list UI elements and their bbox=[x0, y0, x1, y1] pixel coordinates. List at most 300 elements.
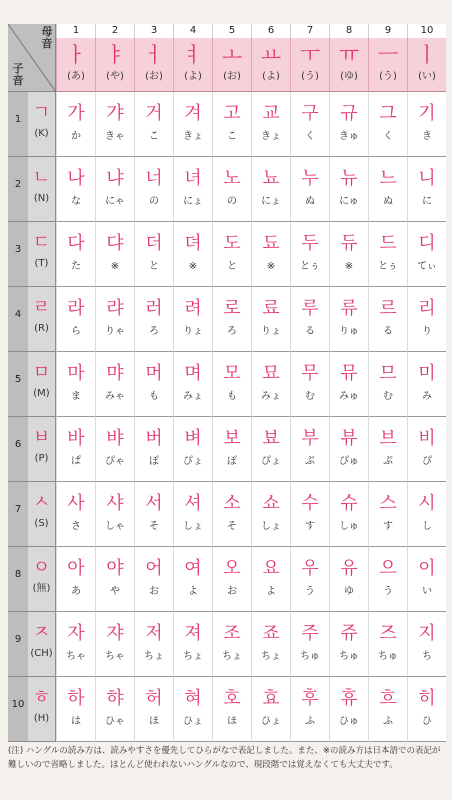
syllable-cell bbox=[368, 417, 407, 482]
syllable-cell bbox=[56, 287, 95, 352]
syllable-hangul: 고 bbox=[223, 103, 241, 124]
syllable-kana: い bbox=[422, 586, 432, 597]
syllable-kana: と bbox=[149, 261, 159, 272]
syllable-hangul: 요 bbox=[262, 558, 280, 579]
row-number-text: 7 bbox=[14, 504, 22, 515]
syllable-cell bbox=[134, 92, 173, 157]
syllable-cell bbox=[134, 157, 173, 222]
syllable-hangul: 나 bbox=[67, 168, 85, 189]
vowel-hangul: ㅜ bbox=[299, 43, 321, 67]
syllable-cell bbox=[407, 352, 446, 417]
syllable-cell bbox=[212, 287, 251, 352]
syllable-cell bbox=[134, 482, 173, 547]
syllable-hangul: 자 bbox=[67, 623, 85, 644]
syllable-kana: りょ bbox=[183, 326, 203, 337]
syllable-cell bbox=[407, 417, 446, 482]
column-number: 3 bbox=[134, 24, 173, 38]
syllable-kana: ろ bbox=[149, 326, 159, 337]
vowel-hangul: ㅗ bbox=[221, 43, 243, 67]
syllable-hangul: 바 bbox=[67, 428, 85, 449]
syllable-cell bbox=[290, 352, 329, 417]
syllable-cell bbox=[173, 482, 212, 547]
vowel-header-cell bbox=[251, 38, 290, 92]
syllable-kana: そ bbox=[149, 521, 159, 532]
syllable-cell bbox=[56, 417, 95, 482]
syllable-hangul: 조 bbox=[223, 623, 241, 644]
syllable-hangul: 지 bbox=[418, 623, 436, 644]
syllable-hangul: 즈 bbox=[379, 623, 397, 644]
syllable-hangul: 이 bbox=[418, 558, 436, 579]
syllable-kana: に bbox=[422, 196, 432, 207]
syllable-kana: ほ bbox=[149, 716, 159, 727]
syllable-hangul: 사 bbox=[67, 493, 85, 514]
syllable-hangul: 호 bbox=[223, 688, 241, 709]
syllable-kana: ま bbox=[71, 391, 81, 402]
syllable-hangul: 쇼 bbox=[262, 493, 280, 514]
syllable-cell bbox=[251, 547, 290, 612]
syllable-kana: ひゅ bbox=[339, 716, 359, 727]
syllable-cell bbox=[329, 352, 368, 417]
vowel-hangul: ㅛ bbox=[260, 43, 282, 67]
syllable-cell bbox=[173, 352, 212, 417]
vowel-hangul: ㅑ bbox=[104, 43, 126, 67]
syllable-kana: ら bbox=[71, 326, 81, 337]
syllable-hangul: 미 bbox=[418, 363, 436, 384]
row-number-text: 2 bbox=[14, 179, 22, 190]
syllable-cell bbox=[251, 222, 290, 287]
syllable-kana: か bbox=[71, 131, 81, 142]
syllable-kana: しゃ bbox=[105, 521, 125, 532]
vowel-header-cell bbox=[329, 38, 368, 92]
syllable-kana: とぅ bbox=[300, 261, 320, 272]
syllable-hangul: 녀 bbox=[184, 168, 202, 189]
syllable-kana: あ bbox=[71, 586, 81, 597]
syllable-kana: る bbox=[305, 326, 315, 337]
syllable-hangul: 부 bbox=[301, 428, 319, 449]
row-number-text: 5 bbox=[14, 374, 22, 385]
syllable-cell bbox=[290, 157, 329, 222]
syllable-kana: ※ bbox=[344, 261, 354, 272]
syllable-kana: お bbox=[227, 586, 237, 597]
syllable-kana: の bbox=[149, 196, 159, 207]
vowel-header-cell bbox=[368, 38, 407, 92]
syllable-hangul: 하 bbox=[67, 688, 85, 709]
syllable-kana: と bbox=[227, 261, 237, 272]
syllable-kana: きょ bbox=[261, 131, 281, 142]
syllable-cell bbox=[329, 547, 368, 612]
syllable-hangul: 디 bbox=[418, 233, 436, 254]
syllable-cell bbox=[212, 677, 251, 742]
row-number bbox=[8, 417, 28, 482]
consonant-axis-label: 子音 bbox=[12, 62, 24, 87]
syllable-hangul: 누 bbox=[301, 168, 319, 189]
vowel-hangul: ㅕ bbox=[182, 43, 204, 67]
consonant-header-cell bbox=[28, 482, 56, 547]
syllable-kana: ちゅ bbox=[300, 651, 320, 662]
syllable-cell bbox=[173, 287, 212, 352]
syllable-hangul: 혀 bbox=[184, 688, 202, 709]
syllable-hangul: 흐 bbox=[379, 688, 397, 709]
syllable-cell bbox=[290, 417, 329, 482]
vowel-hangul: ㅓ bbox=[143, 43, 165, 67]
syllable-cell bbox=[329, 92, 368, 157]
syllable-hangul: 슈 bbox=[340, 493, 358, 514]
syllable-hangul: 교 bbox=[262, 103, 280, 124]
syllable-cell bbox=[212, 547, 251, 612]
consonant-header-cell bbox=[28, 417, 56, 482]
syllable-cell bbox=[134, 352, 173, 417]
syllable-cell bbox=[407, 92, 446, 157]
vowel-kana: (や) bbox=[106, 71, 124, 82]
column-number: 1 bbox=[56, 24, 95, 38]
syllable-kana: とぅ bbox=[378, 261, 398, 272]
syllable-cell bbox=[251, 612, 290, 677]
consonant-roman: (P) bbox=[34, 453, 49, 464]
syllable-hangul: 도 bbox=[223, 233, 241, 254]
syllable-kana: き bbox=[422, 131, 432, 142]
vowel-header-cell bbox=[95, 38, 134, 92]
syllable-hangul: 야 bbox=[106, 558, 124, 579]
syllable-hangul: 더 bbox=[145, 233, 163, 254]
syllable-kana: みょ bbox=[183, 391, 203, 402]
syllable-hangul: 뵤 bbox=[262, 428, 280, 449]
syllable-hangul: 뎌 bbox=[184, 233, 202, 254]
syllable-cell bbox=[251, 157, 290, 222]
syllable-cell bbox=[368, 92, 407, 157]
syllable-cell bbox=[368, 287, 407, 352]
syllable-cell bbox=[329, 417, 368, 482]
syllable-cell bbox=[95, 352, 134, 417]
syllable-kana: ふ bbox=[383, 716, 393, 727]
syllable-kana: ぬ bbox=[305, 196, 315, 207]
consonant-hangul: ㄱ bbox=[32, 102, 51, 123]
syllable-cell bbox=[368, 157, 407, 222]
syllable-cell bbox=[212, 352, 251, 417]
vowel-kana: (い) bbox=[418, 71, 436, 82]
row-number-text: 9 bbox=[14, 634, 22, 645]
vowel-header-cell bbox=[56, 38, 95, 92]
syllable-kana: す bbox=[305, 521, 315, 532]
syllable-kana: ぴょ bbox=[261, 456, 281, 467]
syllable-hangul: 허 bbox=[145, 688, 163, 709]
syllable-kana: の bbox=[227, 196, 237, 207]
syllable-hangul: 뱌 bbox=[106, 428, 124, 449]
syllable-hangul: 거 bbox=[145, 103, 163, 124]
syllable-cell bbox=[290, 287, 329, 352]
syllable-kana: みゃ bbox=[105, 391, 125, 402]
syllable-hangul: 느 bbox=[379, 168, 397, 189]
syllable-cell bbox=[95, 417, 134, 482]
syllable-kana: ぷ bbox=[305, 456, 315, 467]
syllable-hangul: 서 bbox=[145, 493, 163, 514]
syllable-kana: よ bbox=[188, 586, 198, 597]
consonant-roman: (M) bbox=[33, 388, 50, 399]
syllable-cell bbox=[407, 222, 446, 287]
syllable-hangul: 루 bbox=[301, 298, 319, 319]
consonant-roman: (無) bbox=[32, 583, 51, 594]
row-number bbox=[8, 352, 28, 417]
syllable-cell bbox=[134, 287, 173, 352]
syllable-kana: しょ bbox=[261, 521, 281, 532]
syllable-hangul: 리 bbox=[418, 298, 436, 319]
syllable-cell bbox=[56, 547, 95, 612]
consonant-header-cell bbox=[28, 157, 56, 222]
syllable-hangul: 르 bbox=[379, 298, 397, 319]
syllable-hangul: 셔 bbox=[184, 493, 202, 514]
consonant-header-cell bbox=[28, 612, 56, 677]
syllable-cell bbox=[329, 287, 368, 352]
syllable-kana: ぴ bbox=[422, 456, 432, 467]
syllable-hangul: 무 bbox=[301, 363, 319, 384]
syllable-kana: りょ bbox=[261, 326, 281, 337]
syllable-cell bbox=[251, 287, 290, 352]
syllable-hangul: 며 bbox=[184, 363, 202, 384]
syllable-cell bbox=[251, 417, 290, 482]
syllable-cell bbox=[407, 157, 446, 222]
syllable-kana: ひょ bbox=[183, 716, 203, 727]
syllable-kana: ぴょ bbox=[183, 456, 203, 467]
syllable-cell bbox=[368, 352, 407, 417]
syllable-cell bbox=[290, 677, 329, 742]
row-number-text: 4 bbox=[14, 309, 22, 320]
syllable-hangul: 으 bbox=[379, 558, 397, 579]
syllable-kana: しゅ bbox=[339, 521, 359, 532]
row-number-text: 8 bbox=[14, 569, 22, 580]
vowel-kana: (あ) bbox=[67, 71, 85, 82]
syllable-kana: きょ bbox=[183, 131, 203, 142]
consonant-header-cell bbox=[28, 547, 56, 612]
syllable-hangul: 쟈 bbox=[106, 623, 124, 644]
syllable-hangul: 우 bbox=[301, 558, 319, 579]
syllable-cell bbox=[407, 677, 446, 742]
syllable-hangul: 주 bbox=[301, 623, 319, 644]
row-number-text: 10 bbox=[11, 699, 25, 710]
syllable-kana: な bbox=[71, 196, 81, 207]
syllable-cell bbox=[407, 287, 446, 352]
syllable-cell bbox=[212, 157, 251, 222]
syllable-cell bbox=[212, 482, 251, 547]
syllable-kana: こ bbox=[149, 131, 159, 142]
consonant-hangul: ㅁ bbox=[32, 362, 51, 383]
syllable-kana: や bbox=[110, 586, 120, 597]
vowel-header-cell bbox=[134, 38, 173, 92]
syllable-hangul: 모 bbox=[223, 363, 241, 384]
syllable-kana: ぱ bbox=[71, 456, 81, 467]
syllable-hangul: 뮤 bbox=[340, 363, 358, 384]
consonant-hangul: ㅅ bbox=[32, 492, 51, 513]
syllable-hangul: 됴 bbox=[262, 233, 280, 254]
syllable-kana: は bbox=[71, 716, 81, 727]
syllable-kana: ぽ bbox=[149, 456, 159, 467]
syllable-cell bbox=[173, 547, 212, 612]
syllable-cell bbox=[173, 222, 212, 287]
syllable-hangul: 비 bbox=[418, 428, 436, 449]
syllable-cell bbox=[173, 677, 212, 742]
vowel-kana: (お) bbox=[145, 71, 163, 82]
consonant-header-cell bbox=[28, 222, 56, 287]
syllable-hangul: 샤 bbox=[106, 493, 124, 514]
vowel-hangul: ㅡ bbox=[377, 43, 399, 67]
syllable-cell bbox=[56, 352, 95, 417]
syllable-cell bbox=[134, 612, 173, 677]
syllable-cell bbox=[56, 677, 95, 742]
syllable-cell bbox=[95, 612, 134, 677]
syllable-cell bbox=[290, 547, 329, 612]
syllable-cell bbox=[173, 612, 212, 677]
consonant-hangul: ㅎ bbox=[32, 687, 51, 708]
syllable-kana: きゃ bbox=[105, 131, 125, 142]
syllable-cell bbox=[290, 482, 329, 547]
syllable-hangul: 소 bbox=[223, 493, 241, 514]
consonant-header-cell bbox=[28, 287, 56, 352]
syllable-kana: にょ bbox=[183, 196, 203, 207]
syllable-hangul: 듀 bbox=[340, 233, 358, 254]
syllable-kana: そ bbox=[227, 521, 237, 532]
row-number bbox=[8, 157, 28, 222]
consonant-roman: (S) bbox=[34, 518, 49, 529]
syllable-cell bbox=[368, 677, 407, 742]
syllable-hangul: 규 bbox=[340, 103, 358, 124]
syllable-hangul: 뇨 bbox=[262, 168, 280, 189]
syllable-kana: ちょ bbox=[261, 651, 281, 662]
row-number-text: 3 bbox=[14, 244, 22, 255]
syllable-hangul: 오 bbox=[223, 558, 241, 579]
syllable-hangul: 마 bbox=[67, 363, 85, 384]
syllable-hangul: 유 bbox=[340, 558, 358, 579]
vowel-kana: (よ) bbox=[184, 71, 202, 82]
syllable-hangul: 러 bbox=[145, 298, 163, 319]
syllable-hangul: 구 bbox=[301, 103, 319, 124]
syllable-hangul: 보 bbox=[223, 428, 241, 449]
syllable-kana: よ bbox=[266, 586, 276, 597]
syllable-kana: みゅ bbox=[339, 391, 359, 402]
syllable-kana: ※ bbox=[110, 261, 120, 272]
syllable-hangul: 그 bbox=[379, 103, 397, 124]
syllable-hangul: 뷰 bbox=[340, 428, 358, 449]
syllable-hangul: 라 bbox=[67, 298, 85, 319]
syllable-hangul: 갸 bbox=[106, 103, 124, 124]
syllable-hangul: 쥬 bbox=[340, 623, 358, 644]
syllable-hangul: 므 bbox=[379, 363, 397, 384]
syllable-cell bbox=[95, 287, 134, 352]
syllable-hangul: 노 bbox=[223, 168, 241, 189]
syllable-cell bbox=[95, 482, 134, 547]
syllable-cell bbox=[368, 482, 407, 547]
consonant-roman: (H) bbox=[33, 713, 50, 724]
row-number bbox=[8, 482, 28, 547]
syllable-cell bbox=[251, 92, 290, 157]
syllable-hangul: 후 bbox=[301, 688, 319, 709]
consonant-header-cell bbox=[28, 92, 56, 157]
syllable-cell bbox=[134, 222, 173, 287]
syllable-cell bbox=[407, 612, 446, 677]
syllable-kana: る bbox=[383, 326, 393, 337]
consonant-roman: (T) bbox=[34, 258, 49, 269]
row-number bbox=[8, 287, 28, 352]
syllable-kana: りゅ bbox=[339, 326, 359, 337]
syllable-kana: む bbox=[383, 391, 393, 402]
syllable-hangul: 드 bbox=[379, 233, 397, 254]
row-number bbox=[8, 92, 28, 157]
syllable-hangul: 저 bbox=[145, 623, 163, 644]
syllable-hangul: 브 bbox=[379, 428, 397, 449]
consonant-roman: (R) bbox=[34, 323, 49, 334]
column-number: 2 bbox=[95, 24, 134, 38]
column-number: 5 bbox=[212, 24, 251, 38]
syllable-cell bbox=[134, 677, 173, 742]
row-number bbox=[8, 677, 28, 742]
row-number bbox=[8, 612, 28, 677]
syllable-cell bbox=[329, 222, 368, 287]
syllable-hangul: 죠 bbox=[262, 623, 280, 644]
syllable-kana: く bbox=[305, 131, 315, 142]
syllable-kana: ひょ bbox=[261, 716, 281, 727]
syllable-cell bbox=[134, 547, 173, 612]
syllable-kana: う bbox=[383, 586, 393, 597]
syllable-cell bbox=[56, 157, 95, 222]
syllable-hangul: 시 bbox=[418, 493, 436, 514]
syllable-cell bbox=[173, 157, 212, 222]
syllable-hangul: 겨 bbox=[184, 103, 202, 124]
syllable-kana: す bbox=[383, 521, 393, 532]
syllable-hangul: 효 bbox=[262, 688, 280, 709]
syllable-kana: も bbox=[149, 391, 159, 402]
syllable-hangul: 버 bbox=[145, 428, 163, 449]
syllable-cell bbox=[95, 677, 134, 742]
hangul-chart bbox=[8, 24, 446, 742]
consonant-roman: (K) bbox=[34, 128, 49, 139]
syllable-kana: ろ bbox=[227, 326, 237, 337]
syllable-cell bbox=[95, 547, 134, 612]
syllable-cell bbox=[251, 352, 290, 417]
syllable-kana: ちゃ bbox=[105, 651, 125, 662]
consonant-roman: (N) bbox=[33, 193, 50, 204]
syllable-kana: ぽ bbox=[227, 456, 237, 467]
syllable-cell bbox=[212, 92, 251, 157]
syllable-cell bbox=[56, 92, 95, 157]
row-number-text: 1 bbox=[14, 114, 22, 125]
syllable-kana: にゅ bbox=[339, 196, 359, 207]
vowel-hangul: ㅣ bbox=[416, 43, 438, 67]
syllable-hangul: 댜 bbox=[106, 233, 124, 254]
syllable-kana: ちゅ bbox=[339, 651, 359, 662]
consonant-hangul: ㅈ bbox=[32, 622, 51, 643]
syllable-kana: お bbox=[149, 586, 159, 597]
vowel-kana: (お) bbox=[223, 71, 241, 82]
syllable-cell bbox=[368, 547, 407, 612]
column-number: 7 bbox=[290, 24, 329, 38]
consonant-roman: (CH) bbox=[30, 648, 53, 659]
syllable-kana: ぷ bbox=[383, 456, 393, 467]
syllable-kana: しょ bbox=[183, 521, 203, 532]
syllable-kana: く bbox=[383, 131, 393, 142]
vowel-hangul: ㅏ bbox=[65, 43, 87, 67]
consonant-hangul: ㄷ bbox=[32, 232, 51, 253]
syllable-hangul: 져 bbox=[184, 623, 202, 644]
syllable-cell bbox=[290, 612, 329, 677]
syllable-kana: にゃ bbox=[105, 196, 125, 207]
syllable-cell bbox=[173, 92, 212, 157]
vowel-kana: (う) bbox=[379, 71, 397, 82]
vowel-header-cell bbox=[212, 38, 251, 92]
consonant-header-cell bbox=[28, 677, 56, 742]
syllable-cell bbox=[407, 547, 446, 612]
footnote: (注) ハングルの読み方は、読みやすさを優先してひらがなで表記しました。また、※の読み方は日本語での表記が難しいので省略しました。ほとんど使われないハングルなので、現段階では覚えなくても大丈夫です。 bbox=[8, 746, 441, 770]
syllable-kana: みょ bbox=[261, 391, 281, 402]
syllable-kana: も bbox=[227, 391, 237, 402]
syllable-hangul: 머 bbox=[145, 363, 163, 384]
syllable-cell bbox=[56, 482, 95, 547]
